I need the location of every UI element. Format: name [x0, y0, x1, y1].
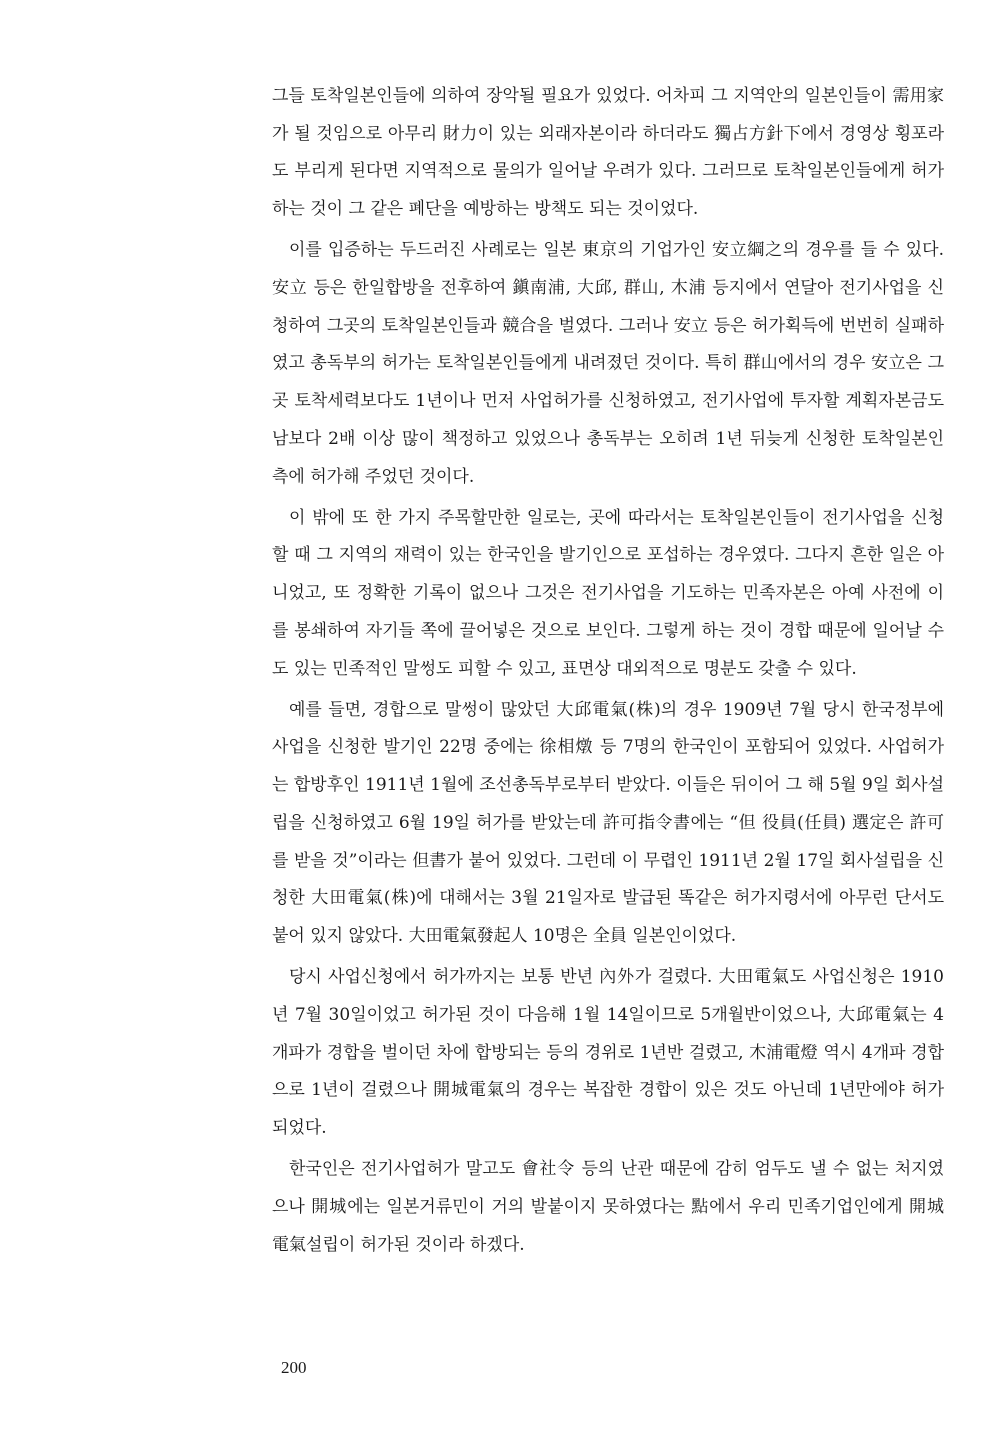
body-text	[272, 78, 944, 1268]
paragraph-1: 그들 토착일본인들에 의하여 장악될 필요가 있었다. 어차피 그 지역안의 일본인들이 需用家가 될 것임으로 아무리 財力이 있는 외래자본이라 하더라도 獨占方針下에서 경영상 횡포라도 부리게 된다면 지역적으로 물의가 일어날 우려가 있다. 그러므로 토착일본인들에게 허가하는 것이 그 같은 폐단을 예방하는 방책도 되는 것이었다.	[272, 86, 944, 220]
paragraph-4: 예를 들면, 경합으로 말썽이 많았던 大邱電氣(株)의 경우 1909년 7월 당시 한국정부에 사업을 신청한 발기인 22명 중에는 徐相燉 등 7명의 한국인이 포함되어 있었다. 사업허가는 합방후인 1911년 1월에 조선총독부로부터 받았다. 이들은 뒤이어 그 해 5월 9일 회사설립을 신청하였고 6월 19일 허가를 받았는데 許可指令書에는 “但 役員(任員) 選定은 許可를 받을 것”이라는 但書가 붙어 있었다. 그런데 이 무렵인 1911년 2월 17일 회사설립을 신청한 大田電氣(株)에 대해서는 3월 21일자로 발급된 똑같은 허가지령서에 아무런 단서도 붙어 있지 않았다. 大田電氣發起人 10명은 全員 일본인이었다.	[272, 699, 944, 946]
paragraph-6: 한국인은 전기사업허가 말고도 會社令 등의 난관 때문에 감히 엄두도 낼 수 없는 처지였으나 開城에는 일본거류민이 거의 발붙이지 못하였다는 點에서 우리 민족기업인에게 開城電氣설립이 허가된 것이라 하겠다.	[272, 1159, 944, 1255]
paragraph-5: 당시 사업신청에서 허가까지는 보통 반년 內外가 걸렸다. 大田電氣도 사업신청은 1910년 7월 30일이었고 허가된 것이 다음해 1월 14일이므로 5개월반이었으나, 大邱電氣는 4개파가 경합을 벌이던 차에 합방되는 등의 경위로 1년반 걸렸고, 木浦電燈 역시 4개파 경합으로 1년이 걸렸으나 開城電氣의 경우는 복잡한 경합이 있은 것도 아닌데 1년만에야 허가되었다.	[272, 967, 944, 1138]
paragraph-2: 이를 입증하는 두드러진 사례로는 일본 東京의 기업가인 安立綱之의 경우를 들 수 있다. 安立 등은 한일합방을 전후하여 鎭南浦, 大邱, 群山, 木浦 등지에서 연달아 전기사업을 신청하여 그곳의 토착일본인들과 競合을 벌였다. 그러나 安立 등은 허가획득에 번번히 실패하였고 총독부의 허가는 토착일본인들에게 내려졌던 것이다. 특히 群山에서의 경우 安立은 그곳 토착세력보다도 1년이나 먼저 사업허가를 신청하였고, 전기사업에 투자할 계획자본금도 남보다 2배 이상 많이 책정하고 있었으나 총독부는 오히려 1년 뒤늦게 신청한 토착일본인측에 허가해 주었던 것이다.	[272, 240, 944, 487]
paragraph-3: 이 밖에 또 한 가지 주목할만한 일로는, 곳에 따라서는 토착일본인들이 전기사업을 신청할 때 그 지역의 재력이 있는 한국인을 발기인으로 포섭하는 경우였다. 그다지 흔한 일은 아니었고, 또 정확한 기록이 없으나 그것은 전기사업을 기도하는 민족자본은 아예 사전에 이를 봉쇄하여 자기들 쪽에 끌어넣은 것으로 보인다. 그렇게 하는 것이 경합 때문에 일어날 수도 있는 민족적인 말썽도 피할 수 있고, 표면상 대외적으로 명분도 갖출 수 있다.	[272, 507, 944, 679]
page-number: 200	[281, 1358, 307, 1377]
